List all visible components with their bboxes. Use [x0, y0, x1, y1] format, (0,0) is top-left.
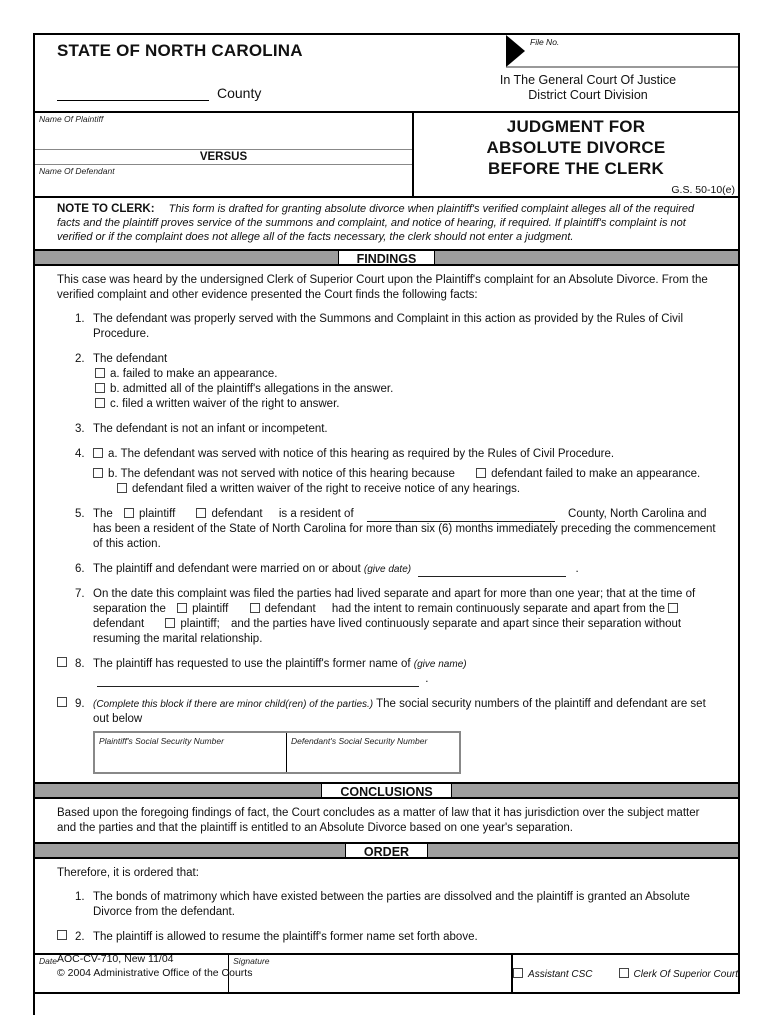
item-text: a. failed to make an appearance.	[110, 368, 278, 380]
finding-item-8	[57, 657, 718, 687]
item-text: County, North Carolina and has been a resident of the State of North Carolina for more than six (6) months immediately preceding the commencement of this action.	[93, 508, 716, 550]
state-title: STATE OF NORTH CAROLINA	[57, 41, 303, 60]
residence-county-field[interactable]	[367, 510, 555, 522]
findings-section-bar	[35, 249, 738, 266]
item-text: c. filed a written waiver of the right to answer.	[110, 398, 340, 410]
defendant-name-field[interactable]	[35, 165, 412, 196]
finding-item-2	[57, 352, 718, 412]
finding-item-4	[57, 447, 718, 497]
findings-intro: This case was heard by the undersigned Clerk of Superior Court upon the Plaintiff's complaint for an Absolute Divorce. From the verified complaint and other evidence presented the Court finds the following facts:	[57, 274, 708, 301]
item-text: defendant filed a written waiver of the right to receive notice of any hearings.	[132, 483, 521, 495]
item-text: .	[575, 563, 579, 575]
item-number: 3.	[75, 423, 85, 435]
checkbox-9[interactable]	[57, 697, 67, 707]
finding-item-2a	[93, 367, 718, 382]
order-section-label: ORDER	[345, 844, 428, 857]
item-number: 5.	[75, 508, 85, 520]
checkbox-4b-waiver[interactable]	[117, 483, 127, 493]
item-number: 1.	[75, 891, 85, 903]
date-label: Date	[39, 956, 57, 966]
give-name-hint: (give name)	[413, 659, 467, 670]
ssn-table	[93, 731, 461, 774]
item-text: defendant	[93, 618, 145, 630]
give-date-hint: (give date)	[363, 564, 412, 575]
marriage-date-field[interactable]	[418, 565, 566, 577]
finding-item-3	[57, 422, 718, 437]
minor-children-hint: (Complete this block if there are minor child(ren) of the parties.)	[93, 699, 374, 710]
item-text: and the parties have lived continuously separate and apart since their separation without resuming the marital relationship.	[93, 618, 682, 645]
finding-item-2c	[93, 397, 718, 412]
item-number: 6.	[75, 563, 85, 575]
plaintiff-name-field[interactable]	[35, 113, 412, 150]
item-text: b. admitted all of the plaintiff's allegations in the answer.	[110, 383, 394, 395]
note-text: This form is drafted for granting absolute divorce when plaintiff's verified complaint alleges all of the required facts and the plaintiff proves service of the summons and complaint, and notice of hearing, if required. If plaintiff's complaint is not verified or if the complaint does not allege all of the facts necessary, the clerk should not enter a judgment.	[57, 203, 695, 243]
findings-body	[35, 266, 738, 782]
finding-item-7	[57, 587, 718, 647]
item-number: 8.	[75, 658, 85, 670]
conclusions-section-label: CONCLUSIONS	[321, 784, 451, 797]
plaintiff-ssn-field[interactable]	[95, 733, 287, 772]
checkbox-7-plaintiff[interactable]	[177, 603, 187, 613]
form-footer-area	[33, 876, 740, 1015]
finding-item-2b	[93, 382, 718, 397]
defendant-name-label: Name Of Defendant	[39, 166, 115, 176]
checkbox-5-plaintiff[interactable]	[124, 508, 134, 518]
item-text: The plaintiff and defendant were married on or about	[93, 563, 361, 575]
conclusions-body	[35, 799, 738, 842]
conclusions-text: Based upon the foregoing findings of fact, the Court concludes as a matter of law that it has jurisdiction over the subject matter and the parties and that the plaintiff is entitled to an Absolute Divorce based on one year's separation.	[57, 807, 700, 834]
item-text: The plaintiff has requested to use the plaintiff's former name of	[93, 658, 411, 670]
finding-item-6	[57, 562, 718, 577]
checkbox-7-from-plaintiff[interactable]	[165, 618, 175, 628]
county-label: County	[217, 85, 262, 101]
form-number: AOC-CV-710, New 11/04	[57, 953, 174, 965]
checkbox-8[interactable]	[57, 657, 67, 667]
note-label: NOTE TO CLERK:	[57, 203, 155, 215]
item-number: 4.	[75, 448, 85, 460]
versus-label: VERSUS	[35, 150, 412, 165]
item-number: 2.	[75, 353, 85, 365]
item-text: plaintiff	[139, 508, 176, 520]
document-title-block	[414, 113, 738, 196]
caption-block	[35, 111, 738, 196]
county-blank-field[interactable]	[57, 87, 209, 101]
checkbox-4b[interactable]	[93, 468, 103, 478]
finding-item-1	[57, 312, 718, 342]
finding-item-4b-waiver	[93, 482, 718, 497]
item-text: b. The defendant was not served with notice of this hearing because	[108, 468, 455, 480]
checkbox-2c[interactable]	[95, 398, 105, 408]
checkbox-7-from-defendant[interactable]	[668, 603, 678, 613]
item-text: The defendant was properly served with the Summons and Complaint in this action as provided by the Rules of Civil Procedure.	[93, 313, 683, 340]
checkbox-2a[interactable]	[95, 368, 105, 378]
assistant-csc-label: Assistant CSC	[528, 968, 593, 980]
item-number: 2.	[75, 931, 85, 943]
item-text: is a resident of	[278, 508, 354, 520]
note-to-clerk	[35, 196, 738, 249]
finding-item-4a	[93, 447, 718, 462]
item-text: The defendant	[93, 353, 168, 365]
plaintiff-ssn-label: Plaintiff's Social Security Number	[99, 736, 224, 746]
file-no-arrow-icon	[506, 35, 525, 67]
checkbox-4a[interactable]	[93, 448, 103, 458]
checkbox-7-defendant[interactable]	[250, 603, 260, 613]
plaintiff-name-label: Name Of Plaintiff	[39, 114, 104, 124]
item-text: had the intent to remain continuously separate and apart from the	[331, 603, 665, 615]
former-name-field[interactable]	[97, 675, 419, 687]
court-line-1: In The General Court Of Justice	[499, 73, 677, 87]
item-text: plaintiff;	[180, 618, 220, 630]
copyright: © 2004 Administrative Office of the Courts	[57, 967, 253, 979]
file-no-field[interactable]	[506, 35, 738, 68]
defendant-ssn-label: Defendant's Social Security Number	[291, 736, 428, 746]
checkbox-2b[interactable]	[95, 383, 105, 393]
form-header	[35, 35, 738, 111]
doc-title-line-1: JUDGMENT FOR	[506, 117, 646, 136]
item-text: a. The defendant was served with notice of this hearing as required by the Rules of Civil Procedure.	[108, 448, 615, 460]
finding-item-9	[57, 697, 718, 727]
item-text: The plaintiff is allowed to resume the plaintiff's former name set forth above.	[93, 931, 478, 943]
order-section-bar	[35, 842, 738, 859]
checkbox-5-defendant[interactable]	[196, 508, 206, 518]
finding-item-4b	[93, 467, 718, 482]
court-line-2: District Court Division	[528, 88, 648, 102]
party-names	[35, 113, 414, 196]
item-text: The bonds of matrimony which have existed between the parties are dissolved and the plaintiff is granted an Absolute Divorce from the defendant.	[93, 891, 690, 918]
form-body	[33, 33, 740, 994]
finding-item-5	[57, 507, 718, 552]
findings-section-label: FINDINGS	[338, 251, 436, 264]
doc-title-line-3: BEFORE THE CLERK	[487, 159, 665, 178]
item-text: .	[425, 673, 429, 685]
item-text: The social security numbers of the plaintiff and defendant are set out below	[93, 698, 706, 725]
statute-reference: G.S. 50-10(e)	[671, 184, 735, 196]
signature-label: Signature	[233, 956, 270, 966]
item-text: defendant failed to make an appearance.	[491, 468, 701, 480]
conclusions-section-bar	[35, 782, 738, 799]
form-footer	[57, 952, 252, 980]
item-text: The defendant is not an infant or incompetent.	[93, 423, 328, 435]
item-text: The	[93, 508, 113, 520]
court-division	[438, 73, 738, 103]
clerk-label: Clerk Of Superior Court	[633, 968, 738, 980]
checkbox-4b-no-appearance[interactable]	[476, 468, 486, 478]
item-text: defendant	[264, 603, 316, 615]
doc-title-line-2: ABSOLUTE DIVORCE	[486, 138, 666, 157]
item-number: 7.	[75, 588, 85, 600]
file-no-label: File No.	[530, 37, 560, 47]
defendant-ssn-field[interactable]	[287, 733, 431, 772]
item-number: 1.	[75, 313, 85, 325]
item-number: 9.	[75, 698, 85, 710]
item-text: On the date this complaint was filed the parties had lived separate and apart for more than one year; that at the time of separation the	[93, 588, 696, 615]
item-text: plaintiff	[192, 603, 229, 615]
order-intro: Therefore, it is ordered that:	[57, 867, 199, 879]
item-text: defendant	[211, 508, 263, 520]
county-line	[57, 85, 261, 101]
